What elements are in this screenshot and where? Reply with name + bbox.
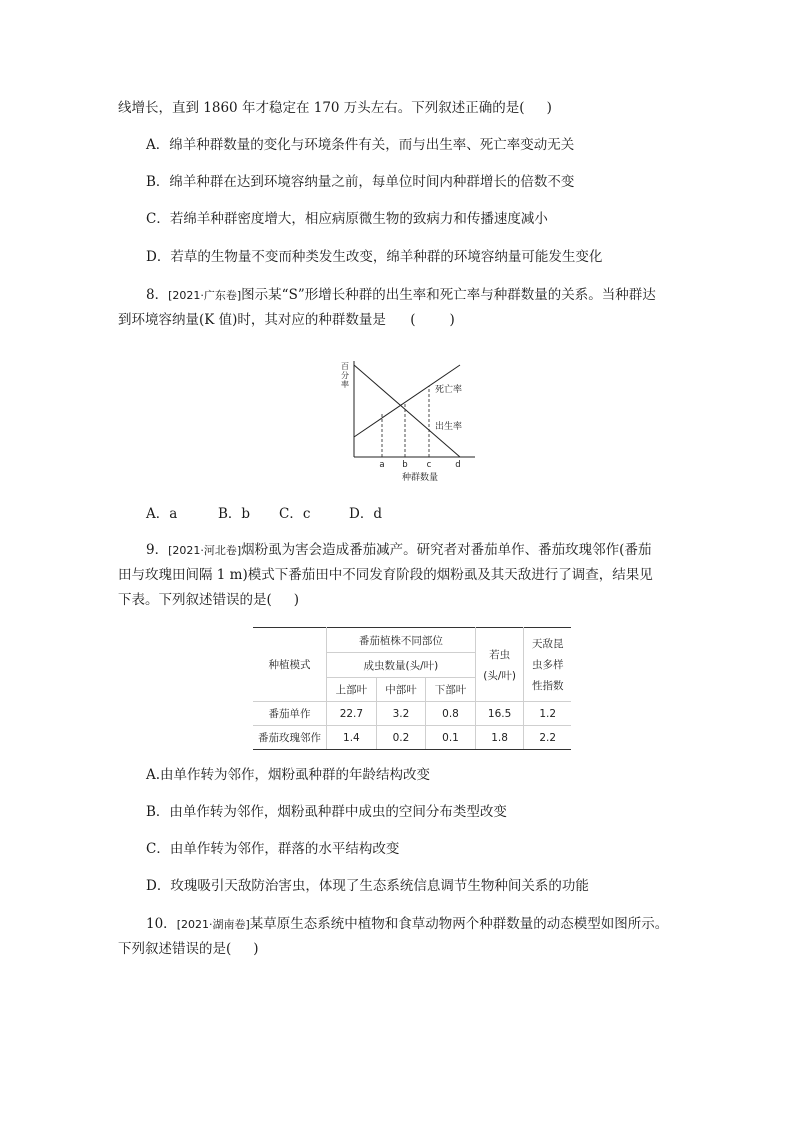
q8-stem-text-1: 图示某“S”形增长种群的出生率和死亡率与种群数量的关系。当种群达 bbox=[241, 287, 656, 303]
header-upper-leaf: 上部叶 bbox=[327, 678, 377, 702]
q10-number: 10． bbox=[146, 916, 177, 932]
cell-enemy: 2.2 bbox=[524, 726, 571, 750]
q8-stem-line1 bbox=[146, 286, 656, 305]
answer-paren-close: ) bbox=[546, 100, 552, 116]
q9-number: 9． bbox=[146, 542, 169, 558]
x-tick-d: d bbox=[455, 460, 461, 470]
cell-upper: 1.4 bbox=[327, 726, 377, 750]
header-lower-leaf: 下部叶 bbox=[426, 678, 476, 702]
legend-birth-rate: 出生率 bbox=[435, 422, 463, 432]
cell-mode: 番茄单作 bbox=[253, 702, 327, 726]
q9-option-d: D．玫瑰吸引天敌防治害虫，体现了生态系统信息调节生物种间关系的功能 bbox=[146, 878, 589, 894]
cell-middle: 3.2 bbox=[376, 702, 426, 726]
q7-stem-tail bbox=[118, 99, 552, 117]
header-enemy-line3: 性指数 bbox=[531, 680, 564, 692]
q7-option-b: B．绵羊种群在达到环境容纳量之前，每单位时间内种群增长的倍数不变 bbox=[146, 174, 575, 190]
q7-option-a: A．绵羊种群数量的变化与环境条件有关，而与出生率、死亡率变动无关 bbox=[146, 137, 575, 153]
q7-option-d: D．若草的生物量不变而种类发生改变，绵羊种群的环境容纳量可能发生变化 bbox=[146, 249, 603, 265]
header-enemy-line1: 天敌昆 bbox=[531, 638, 564, 650]
q9-option-b: B．由单作转为邻作，烟粉虱种群中成虫的空间分布类型改变 bbox=[146, 804, 507, 820]
header-nymph bbox=[475, 628, 524, 702]
q10-stem-line2 bbox=[118, 940, 259, 958]
series-line-birth-rate bbox=[354, 365, 463, 457]
x-tick-b: b bbox=[402, 460, 408, 470]
q9-stem-line1 bbox=[146, 541, 651, 560]
q8-chart bbox=[338, 355, 488, 485]
header-middle-leaf: 中部叶 bbox=[376, 678, 426, 702]
header-adult-count-1: 番茄植株不同部位 bbox=[327, 628, 476, 653]
q9-source: [2021·河北卷] bbox=[168, 544, 242, 557]
y-axis-label-char: 百 bbox=[341, 362, 349, 371]
cell-middle: 0.2 bbox=[376, 726, 426, 750]
q9-stem-line3 bbox=[118, 591, 299, 609]
q8-option-c: C．c bbox=[279, 506, 311, 522]
y-axis-label-char: 率 bbox=[341, 380, 349, 389]
y-axis-label bbox=[341, 362, 349, 389]
q10-source: [2021·湖南卷] bbox=[176, 918, 250, 931]
header-adult-count-2: 成虫数量(头/叶) bbox=[327, 653, 476, 678]
legend-death-rate: 死亡率 bbox=[435, 385, 463, 395]
cell-mode: 番茄玫瑰邻作 bbox=[253, 726, 327, 750]
cell-nymph: 16.5 bbox=[475, 702, 524, 726]
q8-stem-line2 bbox=[118, 311, 455, 329]
cell-lower: 0.1 bbox=[426, 726, 476, 750]
header-enemy-index bbox=[524, 628, 571, 702]
q10-stem-line1 bbox=[146, 915, 668, 934]
header-nymph-line1: 若虫 bbox=[489, 648, 511, 661]
cell-nymph: 1.8 bbox=[475, 726, 524, 750]
x-tick-a: a bbox=[379, 460, 385, 470]
q8-option-a: A．a bbox=[146, 506, 178, 522]
q7-option-c: C．若绵羊种群密度增大，相应病原微生物的致病力和传播速度减小 bbox=[146, 211, 548, 227]
q8-number: 8． bbox=[146, 287, 169, 303]
q8-source: [2021·广东卷] bbox=[168, 289, 242, 302]
table-row bbox=[253, 702, 571, 726]
answer-paren-close: ) bbox=[449, 312, 455, 328]
q9-stem-line2: 田与玫瑰田间隔 1 m)模式下番茄田中不同发育阶段的烟粉虱及其天敌进行了调查，结果见 bbox=[118, 567, 653, 583]
cell-lower: 0.8 bbox=[426, 702, 476, 726]
header-planting-mode: 种植模式 bbox=[253, 628, 327, 702]
cell-upper: 22.7 bbox=[327, 702, 377, 726]
answer-paren-close: ) bbox=[293, 592, 300, 608]
q8-option-d: D．d bbox=[349, 506, 382, 522]
q9-option-c: C．由单作转为邻作，群落的水平结构改变 bbox=[146, 841, 400, 857]
header-nymph-line2: (头/叶) bbox=[483, 669, 516, 682]
birth-death-rate-chart bbox=[338, 355, 488, 485]
header-enemy-line2: 虫多样 bbox=[531, 659, 564, 671]
answer-paren-close: ) bbox=[253, 941, 259, 957]
q8-stem-text-2: 到环境容纳量(K 值)时，其对应的种群数量是 bbox=[118, 312, 386, 328]
q9-survey-table bbox=[253, 627, 571, 750]
q10-stem-text-1: 某草原生态系统中植物和食草动物两个种群数量的动态模型如图所示。 bbox=[249, 916, 669, 932]
x-axis-label: 种群数量 bbox=[401, 473, 439, 483]
answer-paren-open: ( bbox=[410, 312, 416, 328]
q9-stem-text-1: 烟粉虱为害会造成番茄减产。研究者对番茄单作、番茄玫瑰邻作(番茄 bbox=[241, 542, 652, 558]
q10-stem-text-2: 下列叙述错误的是( bbox=[118, 941, 232, 957]
q7-stem-text: 线增长，直到 1860 年才稳定在 170 万头左右。下列叙述正确的是( bbox=[118, 100, 525, 116]
q9-stem-text-3: 下表。下列叙述错误的是( bbox=[118, 592, 272, 608]
q9-option-a: A.由单作转为邻作，烟粉虱种群的年龄结构改变 bbox=[146, 767, 431, 783]
q8-option-b: B．b bbox=[218, 506, 251, 522]
y-axis-label-char: 分 bbox=[341, 371, 349, 380]
x-tick-c: c bbox=[426, 460, 432, 470]
table-row bbox=[253, 726, 571, 750]
cell-enemy: 1.2 bbox=[524, 702, 571, 726]
